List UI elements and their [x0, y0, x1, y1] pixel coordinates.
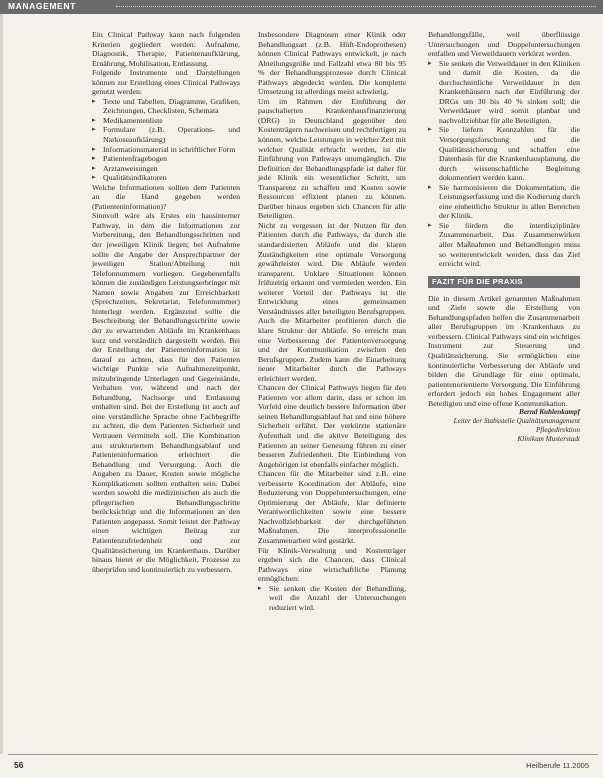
paragraph: Sinnvoll wäre als Erstes ein hausinterner Pathway, in dem die Informationen zur Vorbereitung, den Behandlungsschritten und der jeweiligen Klinik liegen; bei Aufnahme sollte die Angabe der Ansprechpartner der jeweiligen Station/Abteilung mit Telefonnummern vorliegen. Gegebenenfalls können die zuständigen Leistungserbringer mit Namen sowie Angaben zur Erreichbarkeit (Sprechzeiten, Sekretariat, Telefonnummer) hinterlegt werden. Ergänzend sollte die Beschreibung der Behandlungsschritte sowie der zu erwartenden Abläufe im Krankenhaus kurz und verständlich dargestellt werden. Bei der Erstellung der Patienteninformation ist darauf zu achten, dass für den Patienten wichtige Punkte wie Aufnahmezeitpunkt, mitzubringende Unterlagen und Gegenstände, Verhalten vor, während und nach der Behandlung, Nachsorge und Entlassung enthalten sind. Bei der Erstellung ist auch auf eine verständliche Sprache ohne Fachbegriffe zu achten, die dem Patienten Sicherheit und Vertrauen vermitteln soll. Die Kombination aus strukturiertem Behandlungsablauf und Patienteninformation erleichtert die Behandlung und Versorgung. Auch die Angaben zu Dauer, Kosten sowie mögliche Komplikationen sollten enthalten sein. Dabei werden sowohl die medizinischen als auch die pflegerischen Behandlungsschritte berücksichtigt und die Informationen an den Patienten angepasst. Somit leistet der Pathway einen wichtigen Beitrag zur Patientenzufriedenheit und zur Qualitätssicherung im Krankenhaus. Darüber hinaus bietet er die Möglichkeit, Prozesse zu überprüfen und kontinuierlich zu verbessern. — [92, 211, 240, 574]
list-item: ▸ Sie liefern Kennzahlen für die Versorgungsforschung und die Qualitätssicherung und schaffen eine Datenbasis für die Krankenhausplanung, die durch wissenschaftliche Begleitung dokumentiert werden kann. — [428, 125, 580, 182]
list-item: ▸ Qualitätsindikatoren — [92, 173, 240, 183]
author-block — [428, 408, 580, 444]
list-item: ▸ Arztanweisungen — [92, 164, 240, 174]
author-line: Klinikum Musterstadt — [517, 435, 580, 444]
list-item: ▸ Texte und Tabellen, Diagramme, Grafiken, Zeichnungen, Checklisten, Schemata — [92, 97, 240, 116]
bullet-list — [428, 59, 580, 269]
paragraph: Um im Rahmen der Einführung der pauschalierten Krankenhausfinanzierung (DRG) in Deutschland gegenüber den Kostenträgern nachweisen und rechtfertigen zu können, welche Leistungen in welcher Zeit mit welcher Qualität erbracht werden, ist die Einführung von Pathways unumgänglich. Die Definition der Behandlungspfade ist daher für jede Klinik ein wesentlicher Schritt, um Transparenz zu schaffen und Kosten sowie Ressourcen effizient planen zu können. Darüber hinaus ergeben sich Chancen für alle Beteiligten. — [258, 96, 406, 221]
list-item: ▸ Sie senken die Kosten der Behandlung, weil die Anzahl der Untersuchungen reduziert wird. — [258, 584, 406, 613]
paragraph: Die in diesem Artikel genannten Maßnahmen und Ziele sowie die Erstellung von Behandlungspfaden helfen die Zusammenarbeit aller Berufsgruppen im Krankenhaus zu verbessern. Clinical Pathways sind ein wichtiges Instrument zur Steuerung und Qualitätssicherung. Sie ermöglichen eine kontinuierliche Verbesserung der Abläufe und bilden die Grundlage für eine optimale, patientenorientierte Versorgung. Die Einführung erfordert jedoch ein hohes Engagement aller Beteiligten und eine offene Kommunikation. — [428, 293, 581, 408]
left-margin-stripe — [0, 14, 3, 754]
column-right — [428, 30, 580, 444]
paragraph: Für Klinik-Verwaltung und Kostenträger ergeben sich die Chancen, dass Clinical Pathways eine wirtschaftliche Planung ermöglichen: — [258, 545, 406, 584]
author-line: Leiter der Stabsstelle Qualitätsmanagement — [453, 417, 580, 426]
paragraph: Chancen der Clinical Pathways liegen für den Patienten vor allem darin, dass er schon im Vorfeld eine deutlich bessere Information über seinen Behandlungsablauf hat und eine höhere Sicherheit erfährt. Der verkürzte stationäre Aufenthalt und die aktive Beteiligung des Patienten an seiner Genesung führen zu einer besseren Zufriedenheit. Die Einbindung von Angehörigen ist ebenfalls einfacher möglich. — [258, 383, 406, 469]
header-dotted-rule — [116, 6, 596, 8]
paragraph: Behandlungsfälle, weil überflüssige Untersuchungen und Doppeluntersuchungen entfallen und Verweildauern verkürzt werden. — [428, 30, 580, 59]
paragraph: Insbesondere Diagnosen einer Klinik oder Behandlungsart (z.B. Hüft-Endoprothesen) können Clinical Pathways entwickelt, je nach Abteilungsgröße und Fallzahl etwa 80 bis 95 % der Behandlungsprozesse durch Clinical Pathways abgedeckt werden. Die komplette Umsetzung ist allerdings meist schwierig. — [258, 30, 406, 97]
list-item: ▸ Informationsmaterial in schriftlicher Form — [92, 145, 240, 155]
list-item: ▸ Sie fördern die interdisziplinäre Zusammenarbeit. Das Zusammenwirken aller Maßnahmen und Behandlungen muss so weiterentwickelt werden, dass das Ziel erreicht wird. — [428, 221, 580, 269]
paragraph: Chancen für die Mitarbeiter sind z.B. eine verbesserte Koordination der Abläufe, eine Reduzierung von Doppeluntersuchungen, eine Optimierung der Abläufe, klar definierte Verantwortlichkeiten sowie eine bessere Nachvollziehbarkeit der durchgeführten Maßnahmen. Die interprofessionelle Zusammenarbeit wird gestärkt. — [258, 469, 406, 545]
paragraph: Nicht zu vergessen ist der Nutzen für den Patienten durch die Pathways, da durch die standardisierten Abläufe und die klaren Zuständigkeiten eine optimale Versorgung gewährleistet wird. Die Abläufe werden transparent. Unklare Situationen können frühzeitig erkannt und vermieden werden. Ein weiterer Vorteil der Pathways ist die Entwicklung eines gemeinsamen Verständnisses aller beteiligten Berufsgruppen. Auch die Mitarbeiter profitieren durch die klare Struktur der Abläufe. So erreicht man eine Verbesserung der Patientenversorgung und der Kommunikation zwischen den Berufsgruppen. Zudem kann die Einarbeitung neuer Mitarbeiter durch die Pathways erleichtert werden. — [258, 220, 406, 383]
bullet-list — [92, 97, 240, 183]
list-item: ▸ Sie senken die Verweildauer in den Kliniken und damit die Kosten, da die durchschnittliche Verweildauer in den Krankenhäusern nach der Einführung der DRGs um 30 bis 40 % sinken soll; die Verweildauer wird somit planbar und nachvollziehbar für alle Beteiligten. — [428, 59, 580, 126]
paragraph: Folgende Instrumente und Darstellungen können zur Erstellung eines Clinical Pathways genutzt werden: — [92, 68, 240, 97]
bullet-list — [258, 584, 406, 613]
footer-rule — [8, 754, 598, 755]
list-item: ▸ Medikamentenliste — [92, 116, 240, 126]
list-item: ▸ Patientenfragebogen — [92, 154, 240, 164]
issue-label: Heilberufe 11.2005 — [526, 761, 589, 770]
author-line: Pflegedirektion — [535, 426, 580, 435]
list-item: ▸ Formulare (z.B. Operations- und Narkoseaufklärung) — [92, 125, 240, 144]
section-heading-fazit: FAZIT FÜR DIE PRAXIS — [428, 276, 580, 288]
paragraph: Welche Informationen sollten dem Patienten an die Hand gegeben werden (Patienteninformation)? — [92, 182, 240, 211]
author-name: Bernd Kuhlenkampf — [519, 408, 580, 417]
page-number: 56 — [14, 760, 24, 770]
section-header — [0, 0, 603, 14]
column-left — [92, 30, 240, 574]
column-middle — [258, 30, 406, 612]
paragraph: Ein Clinical Pathway kann nach folgenden Kriterien gegliedert werden: Aufnahme, Diagnostik, Therapie, Patientenaufklärung, Ernährung, Mobilisation, Entlassung. — [92, 30, 240, 68]
section-label: MANAGEMENT — [8, 1, 76, 11]
list-item: ▸ Sie harmonisieren die Dokumentation, die Leistungserfassung und die Kodierung durch eine einheitliche Struktur in allen Bereichen der Klinik. — [428, 183, 580, 221]
